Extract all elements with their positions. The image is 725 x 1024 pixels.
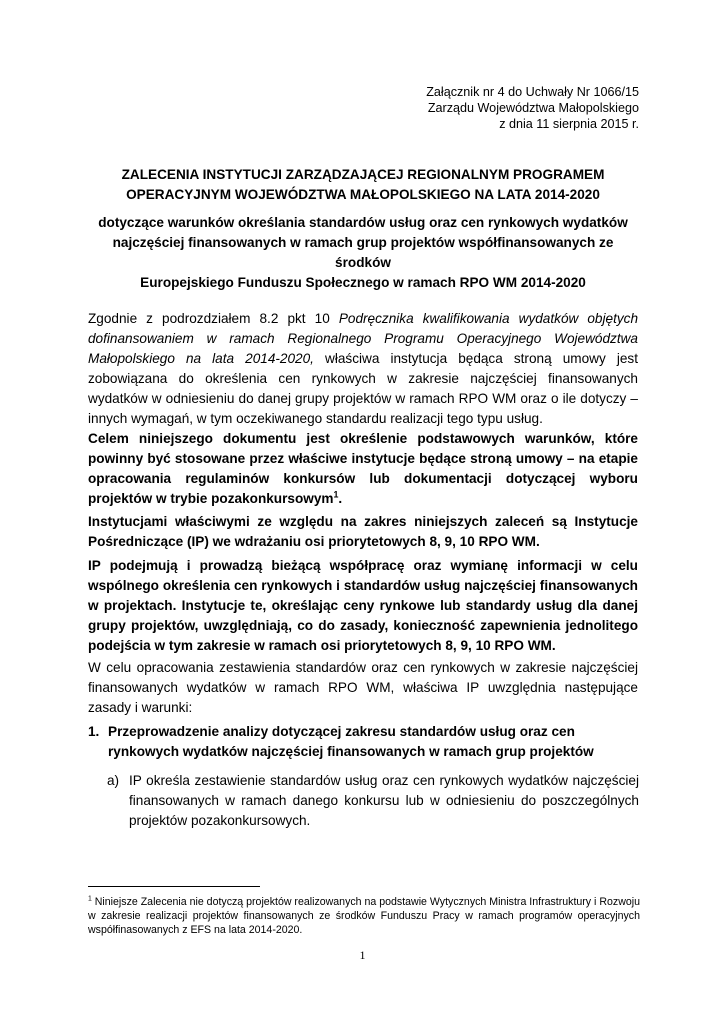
list-subitem-a-label: a) (107, 773, 120, 788)
footnote-reference: 1 (333, 489, 339, 500)
paragraph-1-rest: właściwa instytucja będąca stroną umowy jest zobowiązana do określenia cen rynkowych w zakresie najczęściej finansowanych wydatków w odniesieniu do danej grupy projektów w ramach RPO WM oraz o ile dotyczy – innych wymagań, w tym oczekiwanego standardu realizacji tego typu usług. (88, 351, 638, 426)
footnote-separator (88, 886, 260, 887)
subtitle-line-1: dotyczące warunków określania standardów usług oraz cen rynkowych wydatków (98, 215, 628, 230)
list-item-1 (88, 722, 640, 762)
paragraph-1 (88, 309, 638, 429)
list-subitem-a-text: IP określa zestawienie standardów usług oraz cen rynkowych wydatków najczęściej finansowanych w ramach danego konkursu lub w odniesieniu do poszczególnych projektów pozakonkursowych. (129, 773, 639, 828)
paragraph-1-intro: Zgodnie z podrozdziałem 8.2 pkt 10 (88, 311, 339, 326)
page-number: 1 (359, 948, 366, 962)
footnote-marker: 1 (88, 895, 92, 903)
document-title (88, 165, 638, 205)
title-line-2: OPERACYJNYM WOJEWÓDZTWA MAŁOPOLSKIEGO NA LATA 2014-2020 (126, 187, 600, 202)
attachment-line-1: Załącznik nr 4 do Uchwały Nr 1066/15 (426, 85, 639, 99)
paragraph-5: W celu opracowania zestawienia standardów oraz cen rynkowych w zakresie najczęściej finansowanych wydatków w ramach RPO WM, właściwa IP uwzględnia następujące zasady i warunki: (88, 660, 638, 715)
attachment-line-3: z dnia 11 sierpnia 2015 r. (499, 117, 639, 131)
paragraph-2 (88, 429, 638, 509)
attachment-line-2: Zarządu Województwa Małopolskiego (427, 101, 639, 115)
list-item-1-number: 1. (88, 724, 100, 739)
title-line-1: ZALECENIA INSTYTUCJI ZARZĄDZAJĄCEJ REGIONALNYM PROGRAMEM (121, 167, 605, 182)
paragraph-3: Instytucjami właściwymi ze względu na zakres niniejszych zaleceń są Instytucje Pośredniczące (IP) we wdrażaniu osi priorytetowych 8, 9, 10 RPO WM. (88, 514, 638, 549)
list-subitem-a (107, 771, 639, 831)
footnote (88, 895, 640, 937)
handbook-title: Podręcznika kwalifikowania wydatków objętych dofinansowaniem w ramach Regionalnego Programu Operacyjnego Województwa Małopolskiego na lata 2014-2020, (88, 311, 639, 366)
list-item-1-text: Przeprowadzenie analizy dotyczącej zakresu standardów usług oraz cen rynkowych wydatków najczęściej finansowanych w ramach grup projektów (108, 724, 594, 759)
attachment-header (426, 84, 639, 132)
document-subtitle (88, 213, 638, 293)
paragraph-4: IP podejmują i prowadzą bieżącą współpracę oraz wymianę informacji w celu wspólnego określenia cen rynkowych i standardów usług najczęściej finansowanych w projektach. Instytucje te, określając ceny rynkowe lub standardy usług dla danej grupy projektów, uwzględniają, co do zasady, konieczność zapewnienia jednolitego podejścia w tym zakresie w ramach osi priorytetowych 8, 9, 10 RPO WM. (88, 558, 638, 653)
subtitle-line-2: najczęściej finansowanych w ramach grup projektów współfinansowanych ze środków (112, 235, 614, 270)
footnote-text: Niniejsze Zalecenia nie dotyczą projektów realizowanych na podstawie Wytycznych Ministra Infrastruktury i Rozwoju w zakresie realizacji projektów finansowanych ze środków Funduszu Pracy w ramach programów operacyjnych współfinasowanych z EFS na lata 2014-2020. (88, 896, 640, 936)
paragraph-2-end: . (338, 491, 343, 506)
subtitle-line-3: Europejskiego Funduszu Społecznego w ramach RPO WM 2014-2020 (140, 275, 586, 290)
paragraph-2-text: Celem niniejszego dokumentu jest określenie podstawowych warunków, które powinny być stosowane przez właściwe instytucje będące stroną umowy – na etapie opracowania regulaminów konkursów lub dokumentacji dotyczącej wyboru projektów w trybie pozakonkursowym (88, 431, 638, 506)
